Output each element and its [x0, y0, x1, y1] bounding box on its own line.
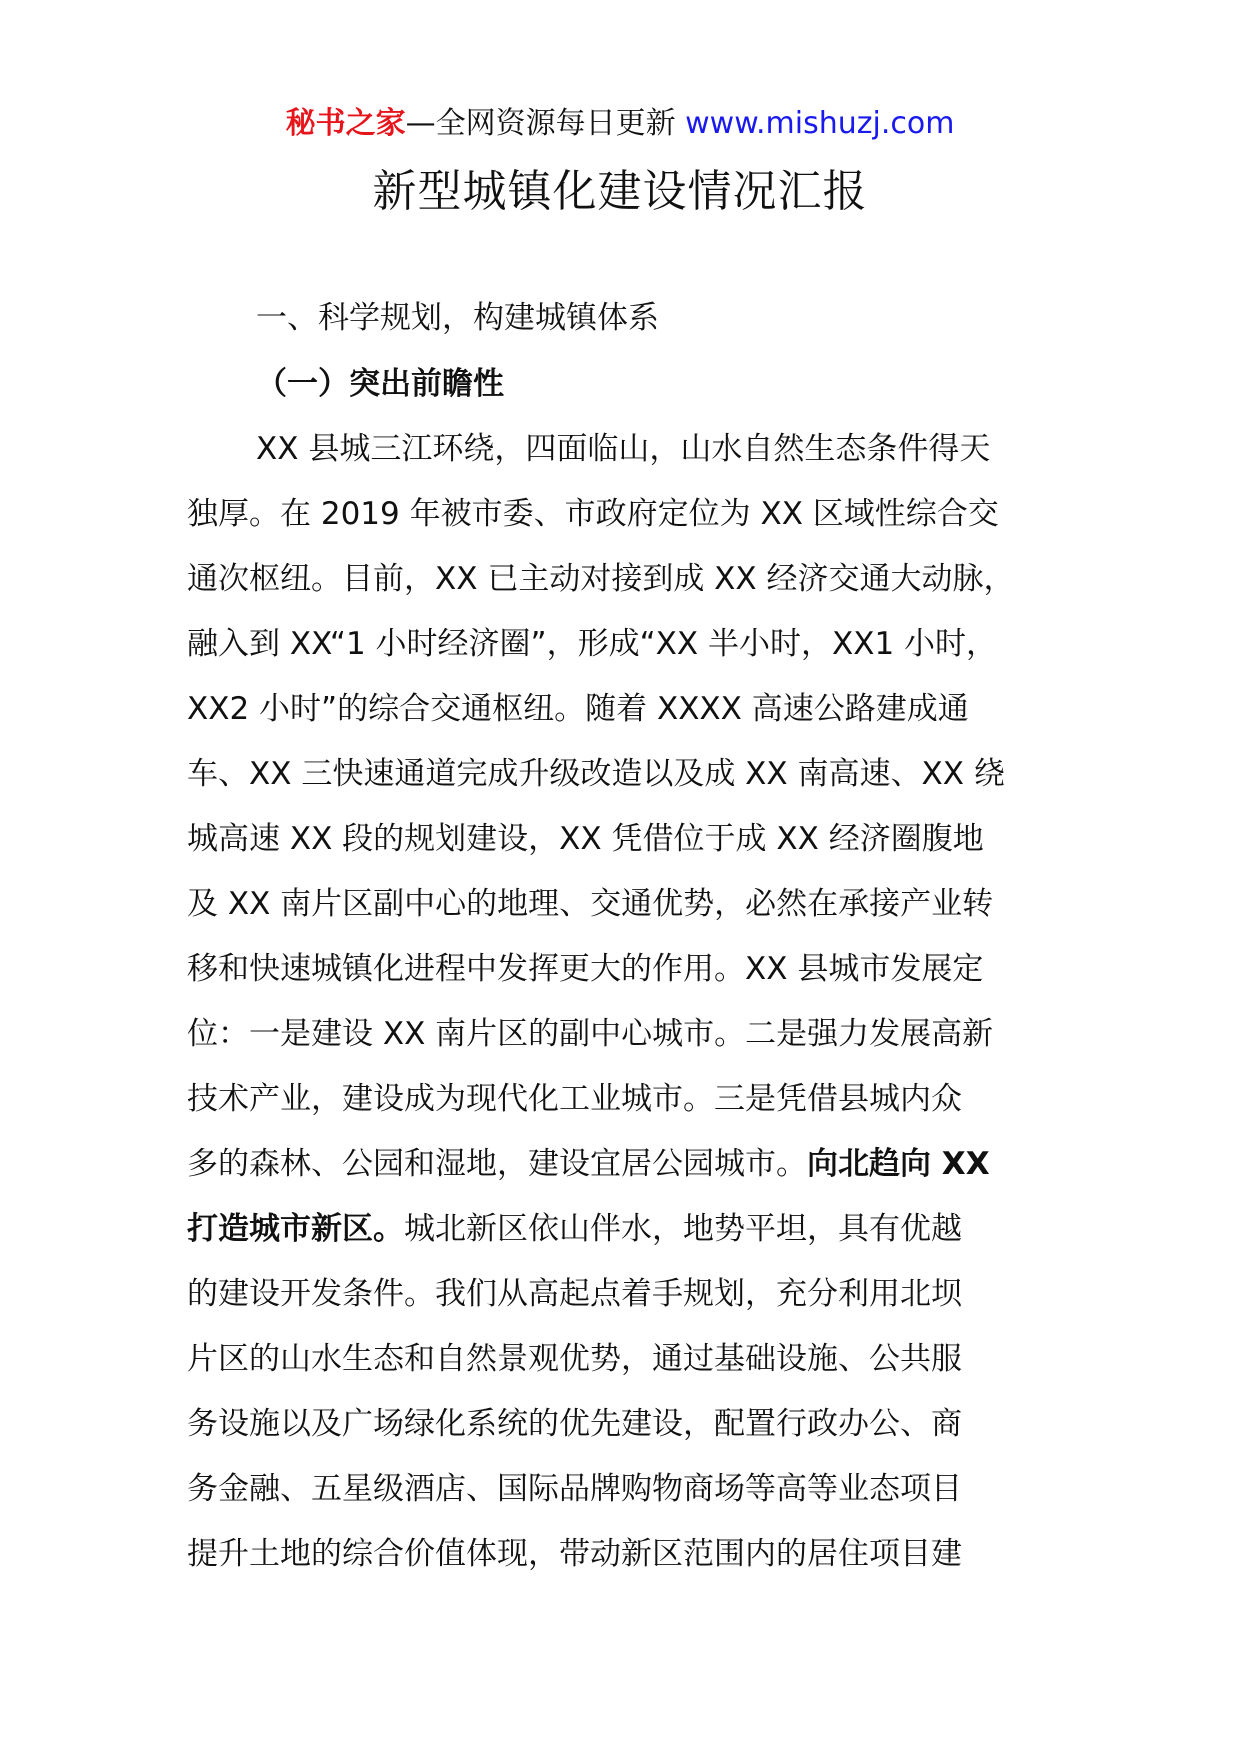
body-line: 通次枢纽。目前，XX 已主动对接到成 XX 经济交通大动脉， — [187, 561, 1015, 597]
body-line: 片区的山水生态和自然景观优势，通过基础设施、公共服 — [187, 1341, 962, 1377]
body-line: 车、XX 三快速通道完成升级改造以及成 XX 南高速、XX 绕 — [187, 756, 1005, 792]
section-heading: 一、科学规划，构建城镇体系 — [256, 300, 659, 336]
body-line: 务金融、五星级酒店、国际品牌购物商场等高等业态项目 — [187, 1471, 962, 1507]
body-line: XX2 小时”的综合交通枢纽。随着 XXXX 高速公路建成通 — [187, 691, 969, 727]
body-line: 位：一是建设 XX 南片区的副中心城市。二是强力发展高新 — [187, 1016, 994, 1052]
body-line — [187, 1204, 1087, 1269]
banner-tagline: —全网资源每日更新 — [405, 106, 686, 141]
body-line: 提升土地的综合价值体现，带动新区范围内的居住项目建 — [187, 1536, 962, 1572]
body-text-bold: 打造城市新区。 — [187, 1211, 404, 1247]
site-banner — [0, 102, 1240, 146]
body-text-bold: 向北趋向 XX — [807, 1146, 990, 1182]
sub-heading: （一）突出前瞻性 — [256, 366, 504, 402]
document-title: 新型城镇化建设情况汇报 — [372, 166, 868, 217]
body-line: 技术产业，建设成为现代化工业城市。三是凭借县城内众 — [187, 1081, 962, 1117]
body-line: 融入到 XX“1 小时经济圈”，形成“XX 半小时，XX1 小时， — [187, 626, 998, 662]
body-line: 移和快速城镇化进程中发挥更大的作用。XX 县城市发展定 — [187, 951, 984, 987]
body-line: 的建设开发条件。我们从高起点着手规划，充分利用北坝 — [187, 1276, 962, 1312]
body-line: XX 县城三江环绕，四面临山，山水自然生态条件得天 — [256, 431, 991, 467]
body-line: 城高速 XX 段的规划建设，XX 凭借位于成 XX 经济圈腹地 — [187, 821, 984, 857]
body-paragraph — [187, 424, 1087, 1594]
body-line: 及 XX 南片区副中心的地理、交通优势，必然在承接产业转 — [187, 886, 994, 922]
body-text-plain: 城北新区依山伴水，地势平坦，具有优越 — [404, 1211, 962, 1247]
body-line: 独厚。在 2019 年被市委、市政府定位为 XX 区域性综合交 — [187, 496, 999, 532]
body-line — [187, 1139, 1087, 1204]
banner-url-link[interactable]: www.mishuzj.com — [685, 106, 955, 141]
banner-brand: 秘书之家 — [285, 106, 406, 141]
body-text-plain: 多的森林、公园和湿地，建设宜居公园城市。 — [187, 1146, 807, 1182]
body-line: 务设施以及广场绿化系统的优先建设，配置行政办公、商 — [187, 1406, 962, 1442]
